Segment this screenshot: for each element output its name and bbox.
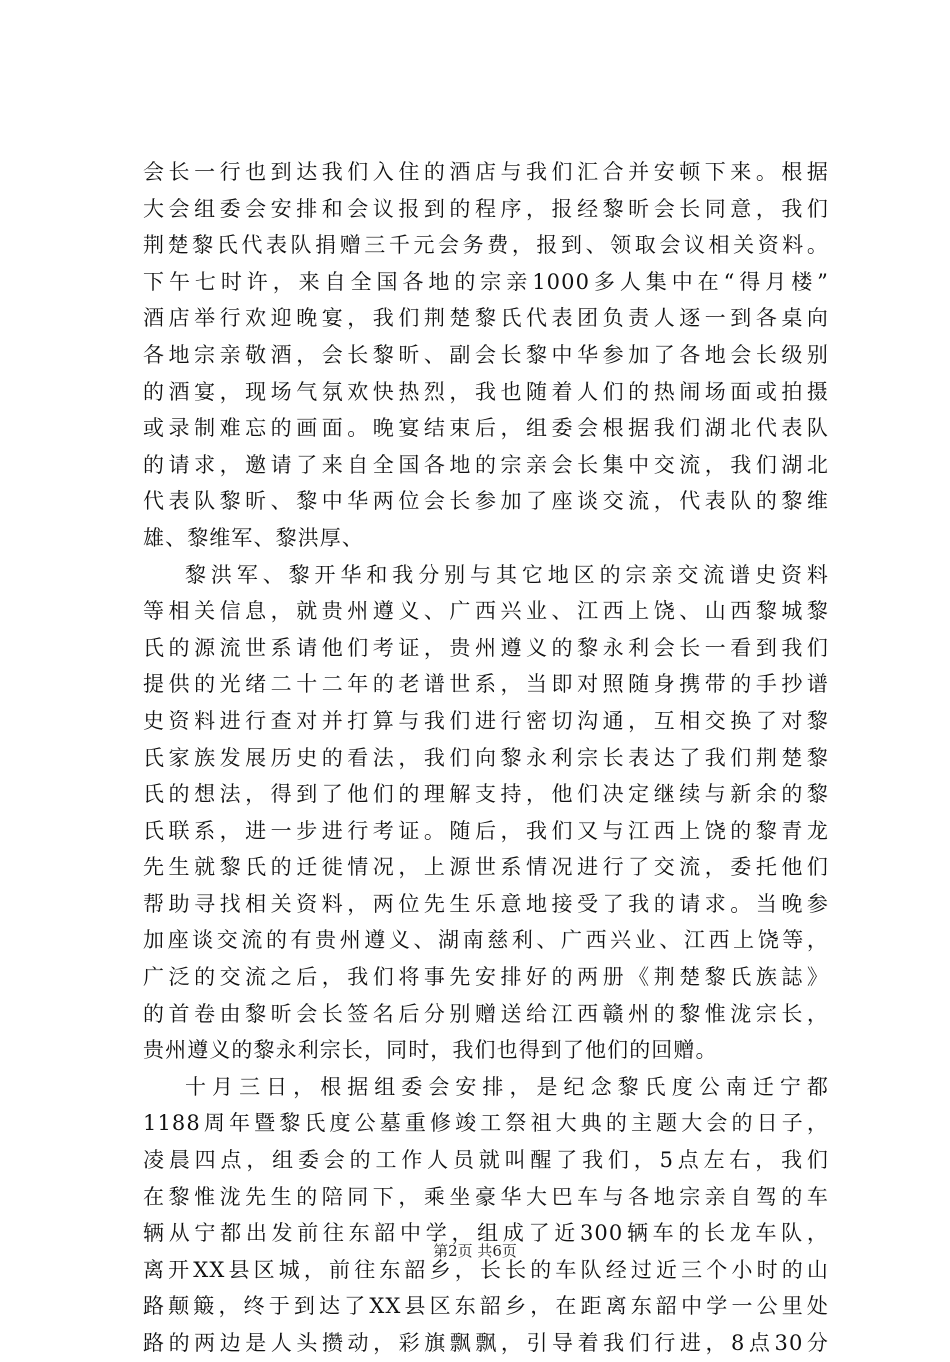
paragraph-start-line: 黎洪军、黎开华和我分别与其它地区的宗亲交流谱史资料 <box>185 562 829 587</box>
text-line: 帮助寻找相关资料，两位先生乐意地接受了我的请求。当晚参 <box>143 891 829 916</box>
text-line: 会长一行也到达我们入住的酒店与我们汇合并安顿下来。根据 <box>143 160 829 184</box>
text-line: 路颠簸，终于到达了XX县区东韶乡，在距离东韶中学一公里处 <box>143 1294 829 1319</box>
text-line: 广泛的交流之后，我们将事先安排好的两册《荆楚黎氏族誌》 <box>143 965 829 990</box>
text-line: 各地宗亲敬酒，会长黎昕、副会长黎中华参加了各地会长级别 <box>143 342 829 367</box>
text-line: 加座谈交流的有贵州遵义、湖南慈利、广西兴业、江西上饶等， <box>143 928 829 953</box>
text-line: 贵州遵义的黎永利宗长，同时，我们也得到了他们的回赠。 <box>143 1038 718 1063</box>
text-line: 氏家族发展历史的看法，我们向黎永利宗长表达了我们荆楚黎 <box>143 745 829 770</box>
text-line: 代表队黎昕、黎中华两位会长参加了座谈交流，代表队的黎维 <box>143 489 829 514</box>
text-line: 等相关信息，就贵州遵义、广西兴业、江西上饶、山西黎城黎 <box>143 599 829 624</box>
text-line: 酒店举行欢迎晚宴，我们荆楚黎氏代表团负责人逐一到各桌向 <box>143 306 829 331</box>
text-line: 氏联系，进一步进行考证。随后，我们又与江西上饶的黎青龙 <box>143 818 829 843</box>
text-line: 下午七时许，来自全国各地的宗亲1000多人集中在“得月楼” <box>143 269 829 294</box>
text-line: 路的两边是人头攒动，彩旗飘飘，引导着我们行进，8点30分 <box>143 1331 829 1355</box>
text-line: 在黎惟泷先生的陪同下，乘坐豪华大巴车与各地宗亲自驾的车 <box>143 1184 829 1209</box>
text-line: 氏的想法，得到了他们的理解支持，他们决定继续与新余的黎 <box>143 782 829 807</box>
text-line: 的请求，邀请了来自全国各地的宗亲会长集中交流，我们湖北 <box>143 452 829 477</box>
text-line: 的酒宴，现场气氛欢快热烈，我也随着人们的热闹场面或拍摄 <box>143 379 829 404</box>
text-line: 或录制难忘的画面。晚宴结束后，组委会根据我们湖北代表队 <box>143 416 829 441</box>
paragraph-start-line: 十月三日，根据组委会安排，是纪念黎氏度公南迁宁都 <box>185 1074 829 1099</box>
text-line: 荆楚黎氏代表队捐赠三千元会务费，报到、领取会议相关资料。 <box>143 233 829 258</box>
text-line: 1188周年暨黎氏度公墓重修竣工祭祖大典的主题大会的日子， <box>143 1111 829 1136</box>
text-line: 先生就黎氏的迁徙情况，上源世系情况进行了交流，委托他们 <box>143 855 829 880</box>
text-line: 史资料进行查对并打算与我们进行密切沟通，互相交换了对黎 <box>143 708 829 733</box>
text-line: 大会组委会安排和会议报到的程序，报经黎昕会长同意，我们 <box>143 196 829 221</box>
text-line: 的首卷由黎昕会长签名后分别赠送给江西赣州的黎惟泷宗长， <box>143 1001 829 1026</box>
text-line: 雄、黎维军、黎洪厚、 <box>143 525 364 550</box>
text-line: 氏的源流世系请他们考证，贵州遵义的黎永利会长一看到我们 <box>143 635 829 660</box>
text-line: 离开XX县区城，前往东韶乡，长长的车队经过近三个小时的山 <box>143 1257 829 1282</box>
text-line: 辆从宁都出发前往东韶中学，组成了近300辆车的长龙车队， <box>143 1221 829 1246</box>
text-line: 凌晨四点，组委会的工作人员就叫醒了我们，5点左右，我们 <box>143 1148 829 1173</box>
text-line: 提供的光绪二十二年的老谱世系，当即对照随身携带的手抄谱 <box>143 672 829 697</box>
page-footer: 第2页 共6页 <box>433 1242 517 1260</box>
body-text <box>143 154 829 1362</box>
